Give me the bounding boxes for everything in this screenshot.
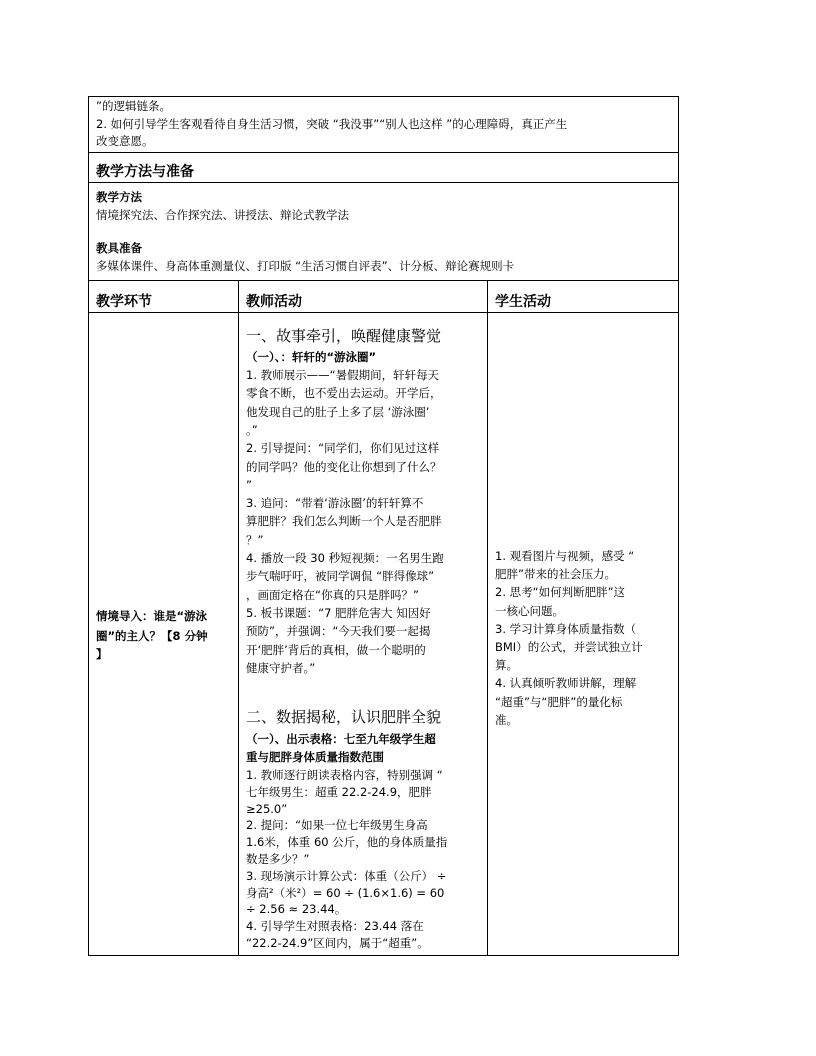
text-line: 4. 播放一段 30 秒短视频：一名男生跑: [246, 551, 444, 565]
text-line: ÷ 2.56 ≈ 23.44。: [246, 902, 347, 917]
text-line: ？”: [246, 532, 264, 547]
text-line: 健康守护者。”: [246, 660, 316, 675]
methods-heading: 教学方法: [96, 190, 142, 204]
table-col-divider: [487, 280, 488, 956]
objectives-line: ”的逻辑链条。: [96, 99, 171, 113]
text-line: “22.2-24.9”区间内，属于“超重”。: [246, 936, 429, 950]
text-line: 准。: [495, 712, 518, 727]
teacher-part2-title: 二、数据揭秘，认识肥胖全貌: [246, 708, 442, 726]
text-line: 2. 提问：“如果一位七年级男生身高: [246, 818, 428, 833]
text-line: ，画面定格在“你真的只是胖吗？”: [246, 587, 419, 602]
text-line: 算肥胖？我们怎么判断一个人是否肥胖: [246, 514, 442, 529]
text-line: 开‘肥胖’背后的真相，做一个聪明的: [246, 642, 426, 657]
text-line: “超重”与“肥胖”的量化标: [495, 694, 623, 709]
tools-text: 多媒体课件、身高体重测量仪、打印版 “生活习惯自评表”、计分板、辩论赛规则卡: [96, 259, 515, 273]
text-line: 他发现自己的肚子上多了层 ‘游泳圈’: [246, 404, 430, 419]
text-line: 预防”，并强调：“今天我们要一起揭: [246, 624, 431, 639]
header-student: 学生活动: [495, 294, 551, 310]
document-page: [88, 96, 679, 956]
text-line: 数是多少？”: [246, 852, 310, 866]
text-line: 零食不断，也不爱出去运动。开学后，: [246, 386, 442, 401]
text-line: 七年级男生：超重 22.2-24.9，肥胖: [246, 784, 432, 799]
text-line: 2. 引导提问：“同学们，你们见过这样: [246, 441, 440, 456]
text-line: 1. 教师逐行朗读表格内容，特别强调 “: [246, 768, 443, 782]
stage-title: 】: [96, 647, 108, 661]
teacher-part1-title: 一、故事牵引，唤醒健康警觉: [246, 327, 442, 345]
methods-divider: [88, 182, 679, 183]
teacher-part1-subtitle: （一）、：轩轩的“游泳圈”: [246, 350, 377, 364]
text-line: 4. 认真倾听教师讲解，理解: [495, 676, 637, 691]
teacher-part2-subtitle: （一）、出示表格：七至九年级学生超: [246, 732, 436, 746]
objectives-line: 改变意愿。: [96, 134, 154, 148]
stage-title: 圈”的主人？【8 分钟: [96, 629, 208, 643]
text-line: BMI）的公式，并尝试独立计: [495, 640, 643, 654]
text-line: 4. 引导学生对照表格：23.44 落在: [246, 919, 424, 934]
text-line: 的同学吗？他的变化让你想到了什么？: [246, 459, 442, 474]
text-line: 步气喘吁吁，被同学调侃 “胖得像球”: [246, 569, 435, 584]
stage-title: 情境导入：谁是“游泳: [96, 609, 208, 623]
text-line: ”: [246, 477, 252, 492]
tools-heading: 教具准备: [96, 241, 142, 255]
text-line: 肥胖”带来的社会压力。: [495, 567, 616, 582]
text-line: 。”: [246, 422, 258, 437]
methods-section-title: 教学方法与准备: [96, 164, 194, 180]
teacher-part2-subtitle: 重与肥胖身体质量指数范围: [246, 750, 384, 764]
text-line: 一核心问题。: [495, 603, 564, 618]
text-line: 1. 观看图片与视频，感受 “: [495, 549, 635, 563]
table-header-divider: [88, 312, 679, 313]
text-line: 2. 思考“如何判断肥胖”这: [495, 585, 626, 600]
text-line: 3. 追问：“带着‘游泳圈’的轩轩算不: [246, 496, 424, 511]
table-col-divider: [238, 280, 239, 956]
text-line: 1. 教师展示——“暑假期间，轩轩每天: [246, 368, 440, 382]
header-teacher: 教师活动: [246, 294, 302, 310]
text-line: 5. 板书课题：“7 肥胖危害大 知因好: [246, 605, 431, 620]
text-line: 算。: [495, 658, 518, 673]
text-line: 3. 现场演示计算公式：体重（公斤） ÷: [246, 868, 447, 883]
text-line: ≥25.0”: [246, 801, 288, 816]
header-stage: 教学环节: [96, 294, 152, 310]
text-line: 1.6米，体重 60 公斤，他的身体质量指: [246, 835, 448, 850]
text-line: 3. 学习计算身体质量指数（: [495, 621, 637, 636]
objectives-line: 2. 如何引导学生客观看待自身生活习惯，突破 “我没事”“别人也这样 ”的心理障碍，真正产生: [96, 117, 568, 131]
text-line: 身高²（米²）= 60 ÷ (1.6×1.6) = 60: [246, 885, 445, 900]
methods-text: 情境探究法、合作探究法、讲授法、辩论式教学法: [96, 208, 349, 222]
